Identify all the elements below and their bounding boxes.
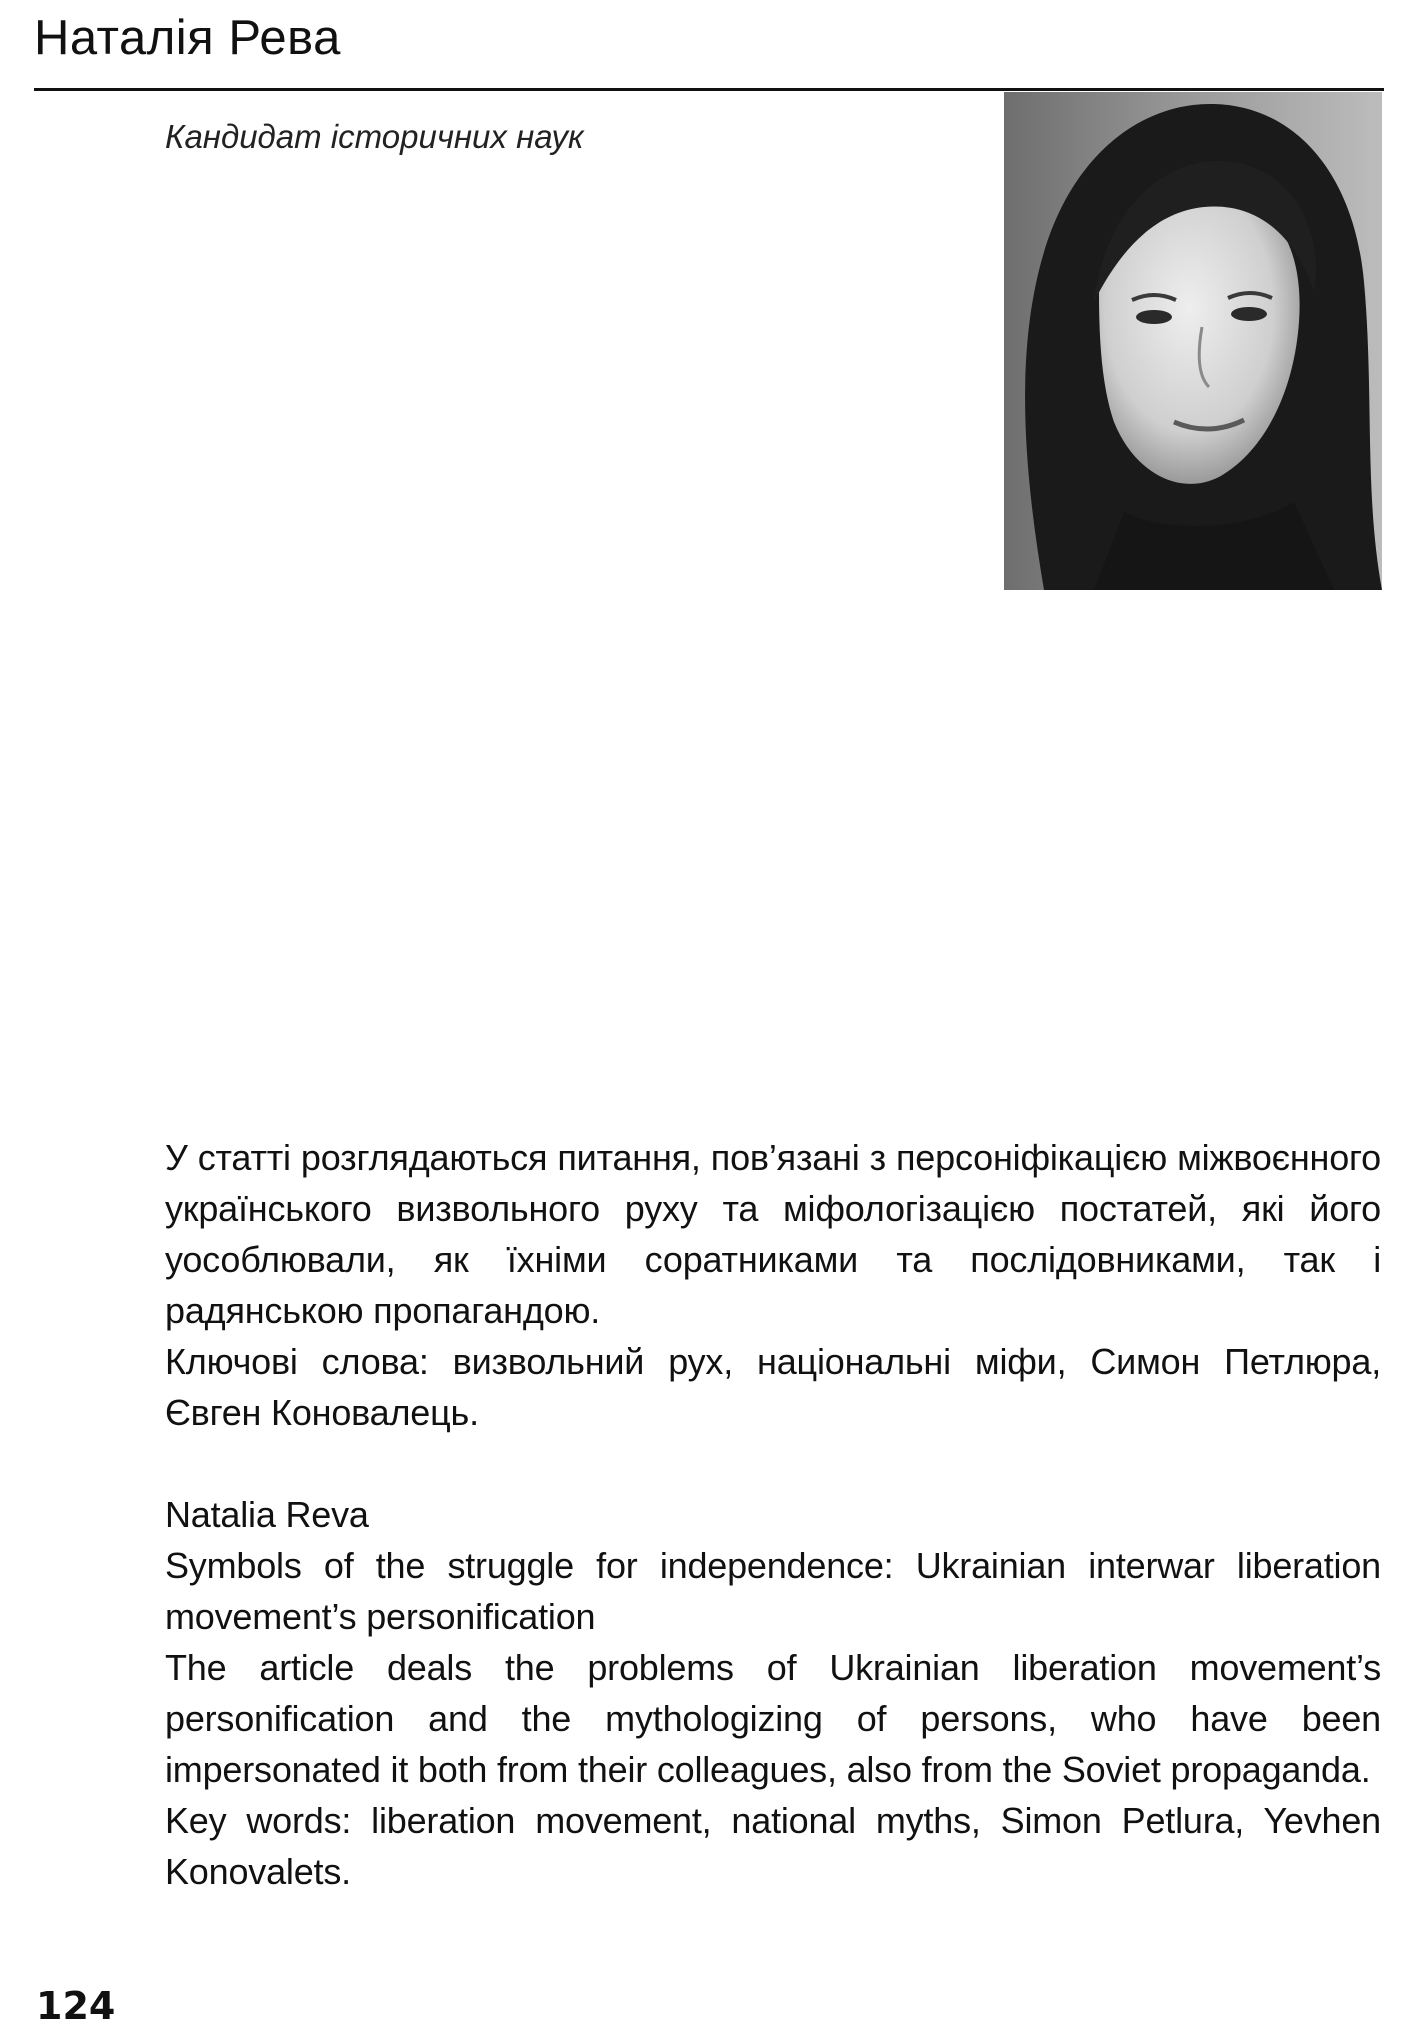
header-divider [34, 88, 1384, 91]
abstract-en-title: Symbols of the struggle for independence: Ukrainian interwar liberation movement’s personification [165, 1545, 1381, 1637]
abstract-block [165, 1132, 1381, 1897]
abstract-en-author: Natalia Reva [165, 1494, 369, 1535]
portrait-photo [1004, 92, 1382, 590]
author-portrait [1004, 92, 1382, 590]
author-name: Наталія Рева [34, 11, 341, 65]
abstract-en-text: The article deals the problems of Ukrainian liberation movement’s personification and the mythologizing of persons, who have been impersonated it both from their colleagues, also from the Soviet propaganda. [165, 1647, 1381, 1790]
academic-degree: Кандидат історичних наук [165, 118, 584, 155]
abstract-en-keywords: Key words: liberation movement, national myths, Simon Petlura, Yevhen Konovalets. [165, 1800, 1381, 1892]
page-number: 124 [36, 1984, 116, 2028]
abstract-uk-keywords: Ключові слова: визвольний рух, національні міфи, Симон Петлюра, Євген Коновалець. [165, 1341, 1381, 1433]
paragraph-gap [165, 1438, 1381, 1489]
abstract-uk-text: У статті розглядаються питання, пов’язані з персоніфікацією міжвоєнного українського визвольного руху та міфологізацією постатей, які його уособлювали, як їхніми соратниками та послідовниками, так і радянською пропагандою. [165, 1137, 1381, 1331]
